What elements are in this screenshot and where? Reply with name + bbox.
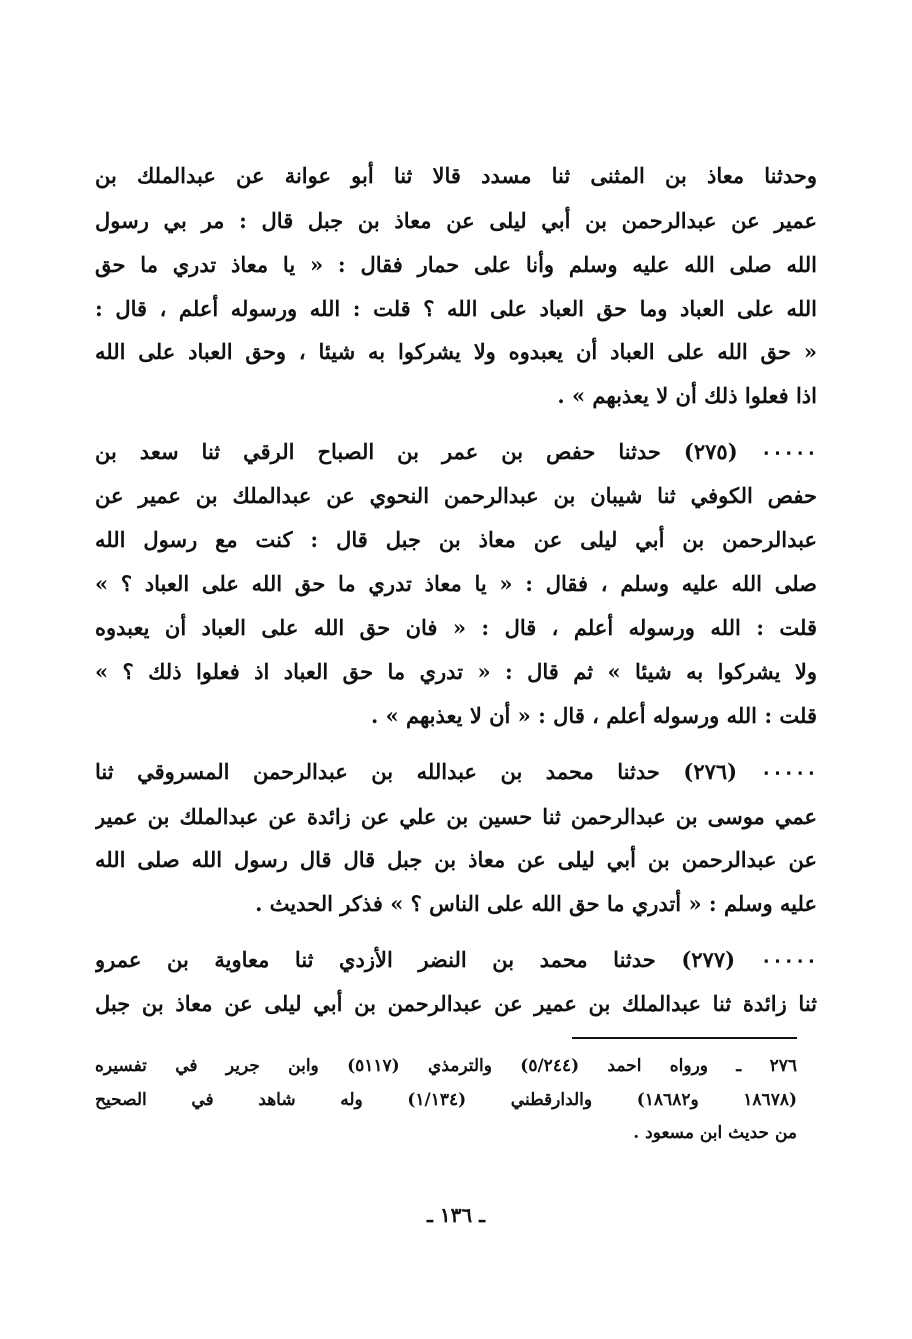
body-line: ٠٠٠٠٠ (٢٧٥) حدثنا حفص بن عمر بن الصباح الرقي ثنا سعد بن [95,439,817,464]
body-line: ولا يشركوا به شيئا » ثم قال : « تدري ما حق العباد اذ فعلوا ذلك ؟ » [95,659,817,684]
page-number: ـ ١٣٦ ـ [427,1203,485,1227]
body-line: ٠٠٠٠٠ (٢٧٧) حدثنا محمد بن النضر الأزدي ثنا معاوية بن عمرو [95,947,817,972]
footnote-separator [572,1037,797,1039]
body-line: صلى الله عليه وسلم ، فقال : « يا معاذ تدري ما حق الله على العباد ؟ » [95,571,817,596]
body-line: عمير عن عبدالرحمن بن أبي ليلى عن معاذ بن جبل قال : مر بي رسول [95,208,817,233]
body-line: ٠٠٠٠٠ (٢٧٦) حدثنا محمد بن عبدالله بن عبدالرحمن المسروقي ثنا [95,759,817,784]
body-line: « حق الله على العباد أن يعبدوه ولا يشركوا به شيئا ، وحق العباد على الله [95,339,817,364]
body-line: الله صلى الله عليه وسلم وأنا على حمار فقال : « يا معاذ تدري ما حق [95,252,817,277]
footnote-line: ٢٧٦ ـ ورواه احمد (٥/٢٤٤) والترمذي (٥١١٧) وابن جرير في تفسيره [95,1056,797,1076]
body-line: قلت : الله ورسوله أعلم ، قال : « أن لا يعذبهم » . [370,703,817,728]
body-line: عمي موسى بن عبدالرحمن ثنا حسين بن علي عن زائدة عن عبدالملك بن عمير [95,804,817,829]
body-line: قلت : الله ورسوله أعلم ، قال : « فان حق الله على العباد أن يعبدوه [95,615,817,640]
body-line: الله على العباد وما حق العباد على الله ؟ قلت : الله ورسوله أعلم ، قال : [95,296,817,321]
body-line: عبدالرحمن بن أبي ليلى عن معاذ بن جبل قال : كنت مع رسول الله [95,527,817,552]
body-line: اذا فعلوا ذلك أن لا يعذبهم » . [557,383,817,408]
body-line: وحدثنا معاذ بن المثنى ثنا مسدد قالا ثنا أبو عوانة عن عبدالملك بن [95,163,817,188]
body-line: حفص الكوفي ثنا شيبان بن عبدالرحمن النحوي عن عبدالملك بن عمير عن [95,483,817,508]
body-line: ثنا زائدة ثنا عبدالملك بن عمير عن عبدالرحمن بن أبي ليلى عن معاذ بن جبل [95,991,817,1016]
footnote-line: (١٨٦٧٨ و١٨٦٨٢) والدارقطني (١/١٣٤) وله شاهد في الصحيح [95,1090,797,1110]
body-line: عليه وسلم : « أتدري ما حق الله على الناس ؟ » فذكر الحديث . [255,891,817,916]
footnote-line: من حديث ابن مسعود . [633,1123,797,1143]
body-line: عن عبدالرحمن بن أبي ليلى عن معاذ بن جبل قال قال رسول الله صلى الله [95,847,817,872]
